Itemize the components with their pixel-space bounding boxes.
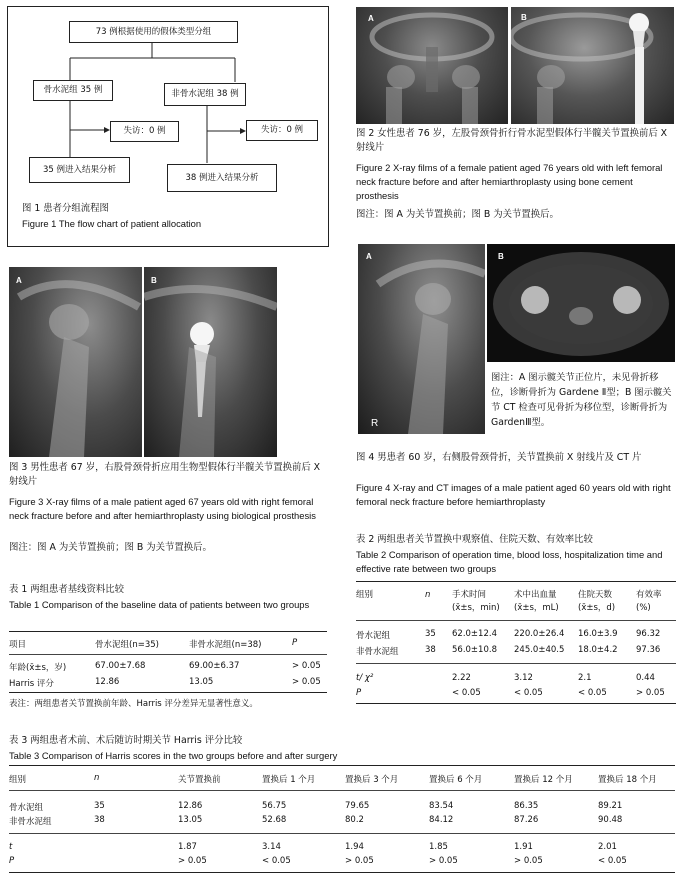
table1-note: 表注：两组患者关节置换前年龄、Harris 评分差异无显著性意义。 <box>9 699 258 709</box>
table3-cell: 3.14 <box>262 842 281 852</box>
table1-cell: Harris 评分 <box>9 679 54 689</box>
table3-cell: 79.65 <box>345 801 370 811</box>
figure3-caption-en: Figure 3 X-ray films of a male patient aged 67 years old with right femoral neck fracture before and after hemiarthroplasty using biological prosthesis <box>9 496 316 521</box>
figure2-xray-a <box>356 7 508 124</box>
table3-cell: t <box>9 842 13 852</box>
figure3-xray-b <box>144 267 277 457</box>
table2-cell: t/ χ² <box>356 673 374 683</box>
table1-cell: > 0.05 <box>292 661 321 671</box>
table3-mid-rule <box>9 790 675 791</box>
table1-mid-rule <box>9 654 327 655</box>
table2-cell: 56.0±10.8 <box>452 645 497 655</box>
table3-stats-rule <box>9 833 675 834</box>
table2-cell: 3.12 <box>514 673 533 683</box>
table2-cell: 245.0±40.5 <box>514 645 565 655</box>
table3-bottom-rule <box>9 872 675 873</box>
figure2-note: 图注：图 A 为关节置换前；图 B 为关节置换后。 <box>356 209 559 220</box>
table3-header: 置换后 3 个月 <box>345 775 399 785</box>
table3-cell: 86.35 <box>514 801 539 811</box>
table2-header-rate-l2: (%) <box>636 603 651 613</box>
table2-header-group: 组别 <box>356 590 374 600</box>
table2-header-stay-l1: 住院天数 <box>578 590 613 600</box>
table2-cell: 35 <box>425 629 436 639</box>
table3-cell: < 0.05 <box>598 856 627 866</box>
figure2-xray-b <box>511 7 674 124</box>
table2-cell: < 0.05 <box>452 688 481 698</box>
table3-header: 置换后 6 个月 <box>429 775 483 785</box>
table2-cell: 2.22 <box>452 673 471 683</box>
table3-header: n <box>94 773 100 783</box>
table2-cell: 2.1 <box>578 673 592 683</box>
table2-header-optime-l1: 手术时间 <box>452 590 487 600</box>
figure4-ct-b <box>487 244 675 362</box>
flow-box-cement-group: 骨水泥组 35 例 <box>33 80 113 101</box>
table3-top-rule <box>9 765 675 766</box>
table3-title-cn: 表 3 两组患者术前、术后随访时期关节 Harris 评分比较 <box>9 735 243 746</box>
flow-box-noncement-lost: 失访：0 例 <box>246 120 318 141</box>
table1-cell: 69.00±6.37 <box>189 661 240 671</box>
table1-header-noncement: 非骨水泥组(n=38) <box>189 640 262 650</box>
table1-cell: 12.86 <box>95 677 120 687</box>
table1-header-p: P <box>292 638 298 648</box>
table2-mid-rule <box>356 620 676 621</box>
flow-box-total: 73 例根据使用的假体类型分组 <box>69 21 238 43</box>
table2-cell: 38 <box>425 645 436 655</box>
table2-top-rule <box>356 581 676 582</box>
table3-header: 关节置换前 <box>178 775 221 785</box>
figure1-caption-cn: 图 1 患者分组流程图 <box>22 203 109 214</box>
table3-cell: 35 <box>94 801 105 811</box>
figure1-caption-en: Figure 1 The flow chart of patient allocation <box>22 218 202 229</box>
figure2-label-a: A <box>368 14 374 23</box>
table2-stats-rule <box>356 663 676 664</box>
table3-cell: 87.26 <box>514 815 539 825</box>
table1-top-rule <box>9 631 327 632</box>
table1-bottom-rule <box>9 692 327 693</box>
table3-header: 组别 <box>9 775 27 785</box>
table3-cell: 1.87 <box>178 842 197 852</box>
figure3-label-a: A <box>16 276 22 285</box>
figure3-caption-cn: 图 3 男性患者 67 岁，右股骨颈骨折应用生物型假体行半髋关节置换前后 X 射线片 <box>9 462 321 487</box>
table2-header-rate-l1: 有效率 <box>636 590 662 600</box>
table3-cell: > 0.05 <box>429 856 458 866</box>
table2-cell: 骨水泥组 <box>356 631 391 641</box>
table2-header-rate <box>636 589 662 615</box>
table1-cell: 67.00±7.68 <box>95 661 146 671</box>
figure2-caption-cn: 图 2 女性患者 76 岁，左股骨颈骨折行骨水泥型假体行半髋关节置换前后 X 射线片 <box>356 128 668 153</box>
table1-header-cement: 骨水泥组(n=35) <box>95 640 159 650</box>
table2-header-stay <box>578 589 615 615</box>
table3-cell: < 0.05 <box>262 856 291 866</box>
figure4-label-r: R <box>371 418 379 429</box>
table2-header-optime-l2: (x̄±s，min) <box>452 603 500 613</box>
table2-cell: 非骨水泥组 <box>356 647 399 657</box>
table3-cell: > 0.05 <box>178 856 207 866</box>
table2-cell: 97.36 <box>636 645 661 655</box>
table3-cell: 12.86 <box>178 801 203 811</box>
table3-cell: 骨水泥组 <box>9 803 44 813</box>
table3-header: 置换后 1 个月 <box>262 775 316 785</box>
table3-header: 置换后 12 个月 <box>514 775 573 785</box>
table2-header-bloodloss-l2: (x̄±s，mL) <box>514 603 559 613</box>
table3-header: 置换后 18 个月 <box>598 775 657 785</box>
table2-cell: 18.0±4.2 <box>578 645 618 655</box>
table3-cell: 1.91 <box>514 842 533 852</box>
figure4-caption-en: Figure 4 X-ray and CT images of a male patient aged 60 years old with right femoral neck fracture before hemiarthroplasty <box>356 482 671 507</box>
table1-title-en: Table 1 Comparison of the baseline data of patients between two groups <box>9 599 310 610</box>
table1-cell: > 0.05 <box>292 677 321 687</box>
table2-cell: 0.44 <box>636 673 655 683</box>
table3-cell: P <box>9 856 15 866</box>
table2-cell: 96.32 <box>636 629 661 639</box>
table2-header-bloodloss-l1: 术中出血量 <box>514 590 557 600</box>
flow-box-cement-final: 35 例进入结果分析 <box>29 157 130 183</box>
flow-box-noncement-group: 非骨水泥组 38 例 <box>164 83 246 106</box>
figure2-label-b: B <box>521 13 527 22</box>
table3-cell: 90.48 <box>598 815 623 825</box>
table2-bottom-rule <box>356 703 676 704</box>
figure4-xray-a <box>358 244 485 434</box>
table3-title-en: Table 3 Comparison of Harris scores in the two groups before and after surgery <box>9 750 338 761</box>
table1-cell: 13.05 <box>189 677 214 687</box>
table1-header-item: 项目 <box>9 640 27 650</box>
table3-cell: 非骨水泥组 <box>9 817 52 827</box>
figure4-label-b: B <box>498 252 504 261</box>
table1-title-cn: 表 1 两组患者基线资料比较 <box>9 584 125 595</box>
table3-cell: 84.12 <box>429 815 454 825</box>
table3-cell: 80.2 <box>345 815 364 825</box>
figure4-caption-cn: 图 4 男患者 60 岁，右侧股骨颈骨折，关节置换前 X 射线片及 CT 片 <box>356 452 642 463</box>
table2-cell: 220.0±26.4 <box>514 629 565 639</box>
table3-cell: 1.85 <box>429 842 448 852</box>
table3-cell: 56.75 <box>262 801 287 811</box>
table3-cell: > 0.05 <box>514 856 543 866</box>
figure2-caption-en: Figure 2 X-ray films of a female patient aged 76 years old with left femoral neck fracture before and after hemiarthroplasty using bone cement prosthesis <box>356 162 663 201</box>
table2-cell: > 0.05 <box>636 688 665 698</box>
table2-cell: 16.0±3.9 <box>578 629 618 639</box>
table2-title-cn: 表 2 两组患者关节置换中观察值、住院天数、有效率比较 <box>356 534 593 545</box>
figure3-note: 图注：图 A 为关节置换前；图 B 为关节置换后。 <box>9 542 212 553</box>
figure4-label-a: A <box>366 252 372 261</box>
table2-cell: < 0.05 <box>578 688 607 698</box>
table2-header-bloodloss <box>514 589 559 615</box>
table2-header-optime <box>452 589 500 615</box>
figure4-inset-note: 图注：A 图示髋关节正位片，未见骨折移位，诊断骨折为 Gardene Ⅱ型；B 图示髋关节 CT 检查可见骨折为移位型，诊断骨折为 GardenⅢ型。 <box>491 372 672 428</box>
table3-cell: 52.68 <box>262 815 287 825</box>
figure3-label-b: B <box>151 276 157 285</box>
table2-header-n: n <box>425 590 431 600</box>
table3-cell: 1.94 <box>345 842 364 852</box>
table3-cell: > 0.05 <box>345 856 374 866</box>
table2-header-stay-l2: (x̄±s，d) <box>578 603 616 613</box>
table2-title-en: Table 2 Comparison of operation time, blood loss, hospitalization time and effective rate between two groups <box>356 549 663 574</box>
table3-cell: 2.01 <box>598 842 617 852</box>
flow-box-cement-lost: 失访：0 例 <box>110 121 179 142</box>
figure3-xray-a <box>9 267 142 457</box>
table3-cell: 83.54 <box>429 801 454 811</box>
table3-cell: 13.05 <box>178 815 203 825</box>
table2-cell: 62.0±12.4 <box>452 629 497 639</box>
table2-cell: < 0.05 <box>514 688 543 698</box>
table2-cell: P <box>356 688 362 698</box>
flow-box-noncement-final: 38 例进入结果分析 <box>167 164 277 192</box>
table1-cell: 年龄(x̄±s，岁) <box>9 663 67 673</box>
table3-cell: 89.21 <box>598 801 623 811</box>
table3-cell: 38 <box>94 815 105 825</box>
